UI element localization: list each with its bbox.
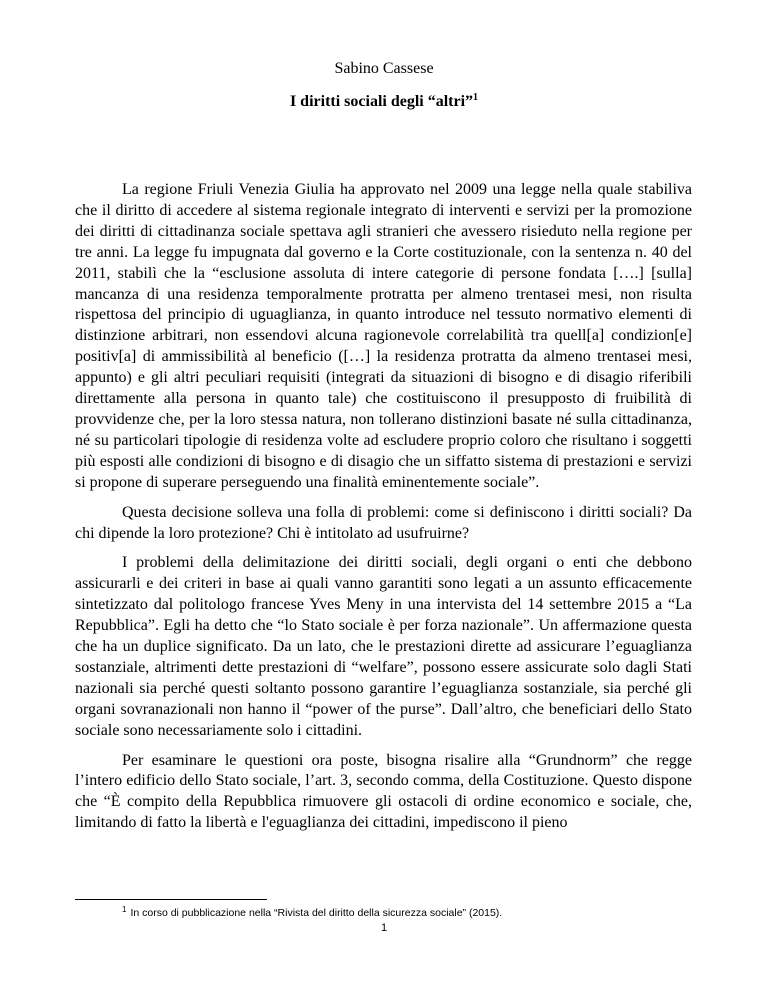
footnote [122, 906, 702, 920]
paragraph: Per esaminare le questioni ora poste, bisogna risalire alla “Grundnorm” che regge l’intero edificio dello Stato sociale, l’art. 3, secondo comma, della Costituzione. Questo dispone che “È compito della Repubblica rimuovere gli ostacoli di ordine economico e sociale, che, limitando di fatto la libertà e l'eguaglianza dei cittadini, impediscono il pieno [75, 751, 692, 832]
footnote-separator [75, 899, 267, 900]
footnote-reference: 1 [473, 92, 479, 103]
footnote-marker: 1 [122, 905, 127, 914]
article-title-text: I diritti sociali degli “altri” [289, 93, 474, 110]
paragraph: I problemi della delimitazione dei diritti sociali, degli organi o enti che debbono assicurarli e dei criteri in base ai quali vanno garantiti sono legati a un assunto efficacemente sintetizzato dal politologo francese Yves Meny in una intervista del 14 settembre 2015 a “La Repubblica”. Egli ha detto che “lo Stato sociale è per forza nazionale”. Un affermazione questa che ha un duplice significato. Da un lato, che le prestazioni dirette ad assicurare l’eguaglianza sostanziale, altrimenti dette prestazioni di “welfare”, possono essere assicurate solo dagli Stati nazionali sia perché questi soltanto possono garantire l’eguaglianza sostanziale, sia perché gli organi sovranazionali non hanno il “power of the purse”. Dall’altro, che beneficiari dello Stato sociale sono necessariamente solo i cittadini. [75, 554, 692, 739]
paragraph: La regione Friuli Venezia Giulia ha approvato nel 2009 una legge nella quale stabiliva che il diritto di accedere al sistema regionale integrato di interventi e servizi per la promozione dei diritti di cittadinanza sociale spettava agli stranieri che avessero risieduto nella regione per tre anni. La legge fu impugnata dal governo e la Corte costituzionale, con la sentenza n. 40 del 2011, stabilì che la “esclusione assoluta di intere categorie di persone fondata [….] [sulla] mancanza di una residenza temporalmente protratta per almeno trentasei mesi, non risulta rispettosa del principio di uguaglianza, in quanto introduce nel tessuto normativo elementi di distinzione arbitrari, non essendovi alcuna ragionevole correlabilità tra quell[a] condizion[e] positiv[a] di ammissibilità al beneficio ([…] la residenza protratta da almeno trentasei mesi, appunto) e gli altri peculiari requisiti (integrati da situazioni di bisogno e di disagio riferibili direttamente alla persona in quanto tale) che costituiscono il presupposto di fruibilità di provvidenze che, per la loro stessa natura, non tollerano distinzioni basate né sulla cittadinanza, né su particolari tipologie di residenza volte ad escludere proprio coloro che risultano i soggetti più esposti alle condizioni di bisogno e di disagio che un siffatto sistema di prestazioni e servizi si propone di superare perseguendo una finalità eminentemente sociale”. [75, 181, 692, 491]
article-body [75, 180, 692, 843]
page-number: 1 [380, 922, 388, 934]
paragraph: Questa decisione solleva una folla di problemi: come si definiscono i diritti sociali? Da chi dipende la loro protezione? Chi è intitolato ad usufruirne? [75, 503, 692, 542]
footnote-text: In corso di pubblicazione nella “Rivista del diritto della sicurezza sociale” (2015). [130, 907, 503, 919]
article-title [0, 92, 768, 112]
author-name: Sabino Cassese [334, 60, 434, 77]
